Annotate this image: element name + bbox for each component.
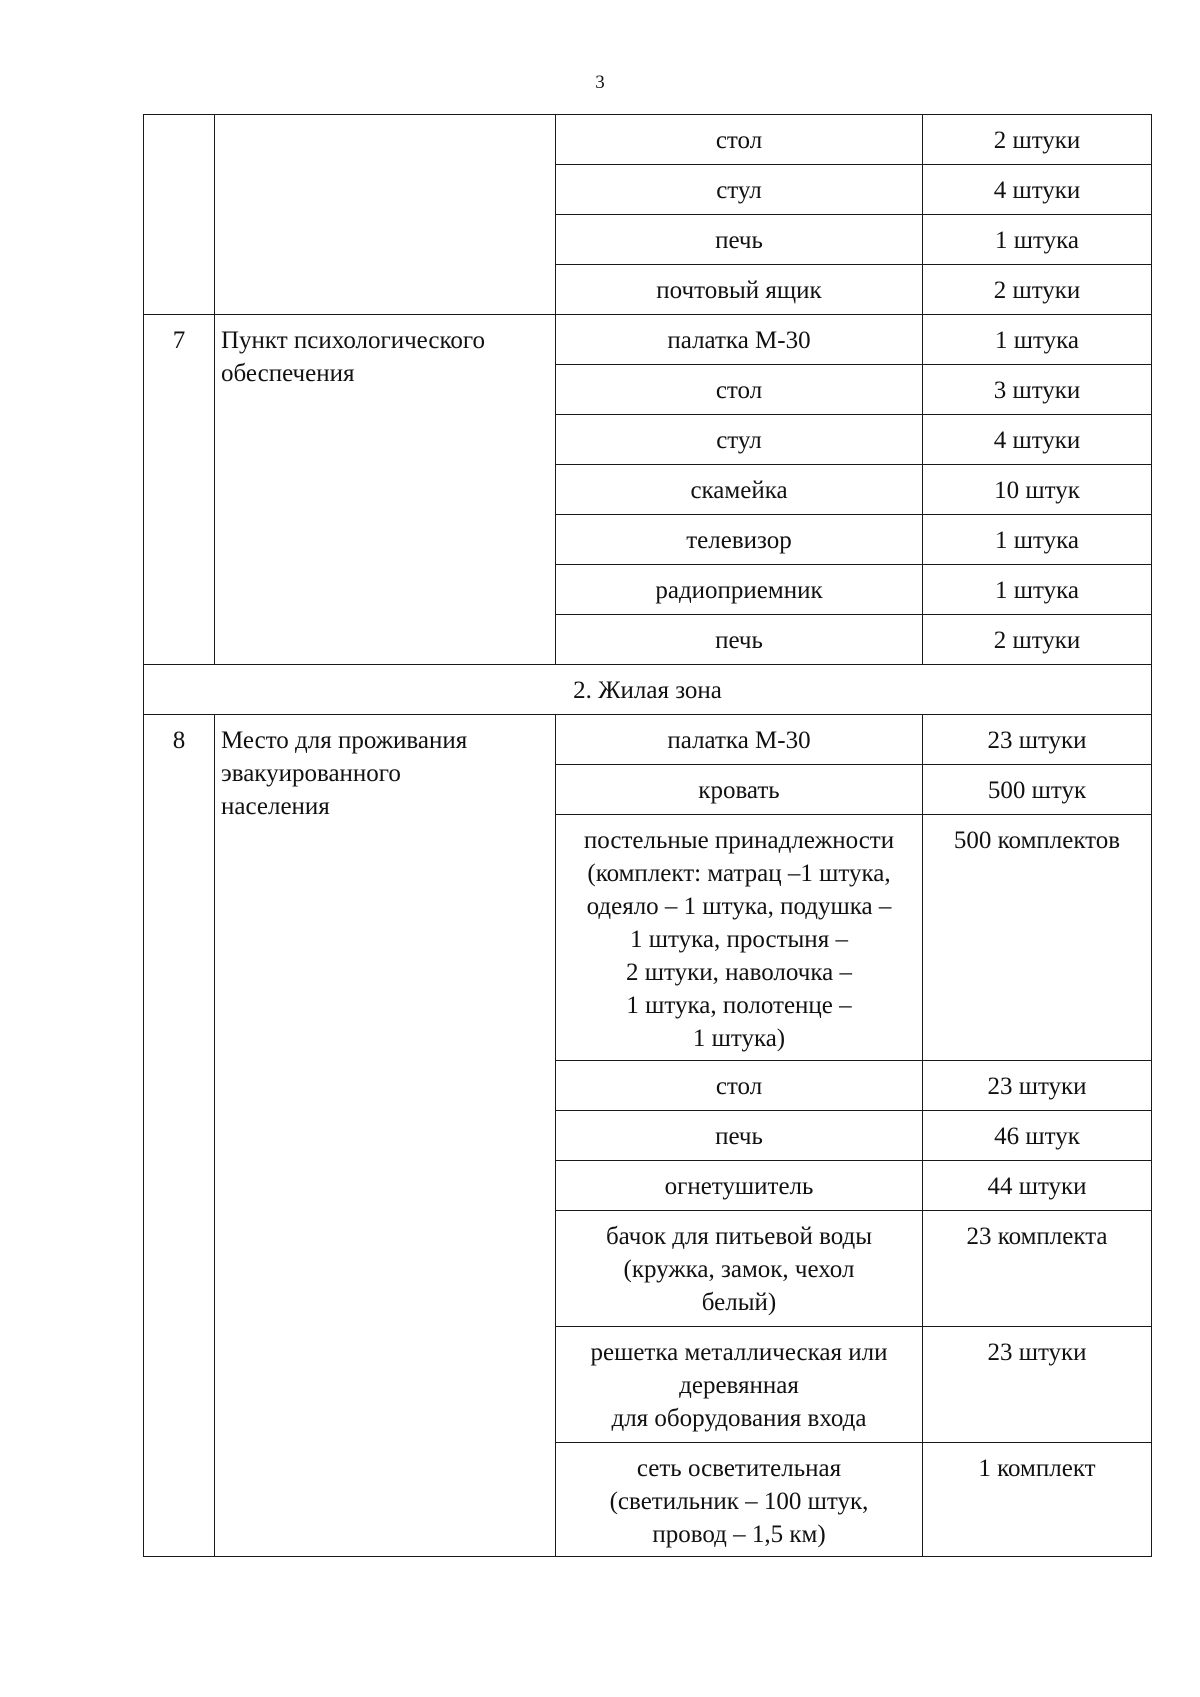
item-line: (светильник – 100 штук, <box>609 1488 869 1515</box>
section-title: 2. Жилая зона <box>144 665 1152 715</box>
quantity-cell: 500 комплектов <box>923 815 1152 1061</box>
name-line: населения <box>221 793 330 820</box>
item-cell: почтовый ящик <box>556 265 923 315</box>
item-cell: телевизор <box>556 515 923 565</box>
item-line: деревянная <box>679 1372 799 1399</box>
item-line: 1 штука, полотенце – <box>626 992 852 1019</box>
item-cell: радиоприемник <box>556 565 923 615</box>
quantity-cell: 500 штук <box>923 765 1152 815</box>
table-row <box>144 115 1152 165</box>
number-cell: 8 <box>144 715 215 1557</box>
table-row <box>144 715 1152 765</box>
item-cell <box>556 1111 923 1161</box>
page-number: 3 <box>595 72 605 93</box>
item-cell: стол <box>556 365 923 415</box>
item-line: бачок для питьевой воды <box>605 1223 873 1250</box>
quantity-cell: 23 штуки <box>923 715 1152 765</box>
item-line: провод – 1,5 км) <box>652 1521 826 1548</box>
item-line: кровать <box>698 777 780 804</box>
number-cell: 7 <box>144 315 215 665</box>
item-line: 1 штука, простыня – <box>630 926 848 953</box>
item-cell <box>556 1211 923 1327</box>
item-cell <box>556 715 923 765</box>
item-line: (комплект: матрац –1 штука, <box>587 860 891 887</box>
item-line: палатка М-30 <box>667 727 811 754</box>
quantity-cell: 1 штука <box>923 215 1152 265</box>
quantity-cell: 2 штуки <box>923 615 1152 665</box>
item-cell: печь <box>556 215 923 265</box>
name-cell <box>215 115 556 315</box>
name-cell <box>215 715 556 1557</box>
quantity-cell: 1 комплект <box>923 1443 1152 1557</box>
name-line: эвакуированного <box>221 760 401 787</box>
item-line: 1 штука) <box>692 1025 786 1052</box>
item-line: огнетушитель <box>664 1173 814 1200</box>
quantity-cell: 23 комплекта <box>923 1211 1152 1327</box>
section-row <box>144 665 1152 715</box>
item-line: для оборудования входа <box>611 1405 867 1432</box>
quantity-cell: 2 штуки <box>923 115 1152 165</box>
quantity-cell: 1 штука <box>923 315 1152 365</box>
item-line: одеяло – 1 штука, подушка – <box>586 893 892 920</box>
item-cell <box>556 1327 923 1443</box>
quantity-cell: 46 штук <box>923 1111 1152 1161</box>
item-cell: стул <box>556 165 923 215</box>
number-cell <box>144 115 215 315</box>
item-line: 2 штуки, наволочка – <box>626 959 852 986</box>
name-line: Место для проживания <box>221 727 468 754</box>
item-line: печь <box>715 1123 763 1150</box>
item-cell: стул <box>556 415 923 465</box>
item-line: сеть осветительная <box>636 1455 842 1482</box>
name-line: обеспечения <box>221 360 355 387</box>
quantity-cell: 3 штуки <box>923 365 1152 415</box>
quantity-cell: 23 штуки <box>923 1061 1152 1111</box>
item-cell <box>556 815 923 1061</box>
item-line: белый) <box>701 1289 777 1316</box>
item-cell: печь <box>556 615 923 665</box>
quantity-cell: 4 штуки <box>923 165 1152 215</box>
quantity-cell: 4 штуки <box>923 415 1152 465</box>
item-line: стол <box>715 1073 763 1100</box>
item-line: решетка металлическая или <box>590 1339 888 1366</box>
item-cell: стол <box>556 115 923 165</box>
name-cell <box>215 315 556 665</box>
name-line: Пункт психологического <box>221 327 486 354</box>
quantity-cell: 23 штуки <box>923 1327 1152 1443</box>
quantity-cell: 44 штуки <box>923 1161 1152 1211</box>
item-line: (кружка, замок, чехол <box>623 1256 855 1283</box>
item-cell <box>556 1061 923 1111</box>
item-cell: палатка М-30 <box>556 315 923 365</box>
item-cell <box>556 765 923 815</box>
table-row <box>144 315 1152 365</box>
item-cell <box>556 1443 923 1557</box>
item-line: постельные принадлежности <box>583 827 895 854</box>
equipment-table <box>143 114 1152 1557</box>
quantity-cell: 10 штук <box>923 465 1152 515</box>
item-cell <box>556 1161 923 1211</box>
quantity-cell: 2 штуки <box>923 265 1152 315</box>
quantity-cell: 1 штука <box>923 515 1152 565</box>
item-cell: скамейка <box>556 465 923 515</box>
quantity-cell: 1 штука <box>923 565 1152 615</box>
